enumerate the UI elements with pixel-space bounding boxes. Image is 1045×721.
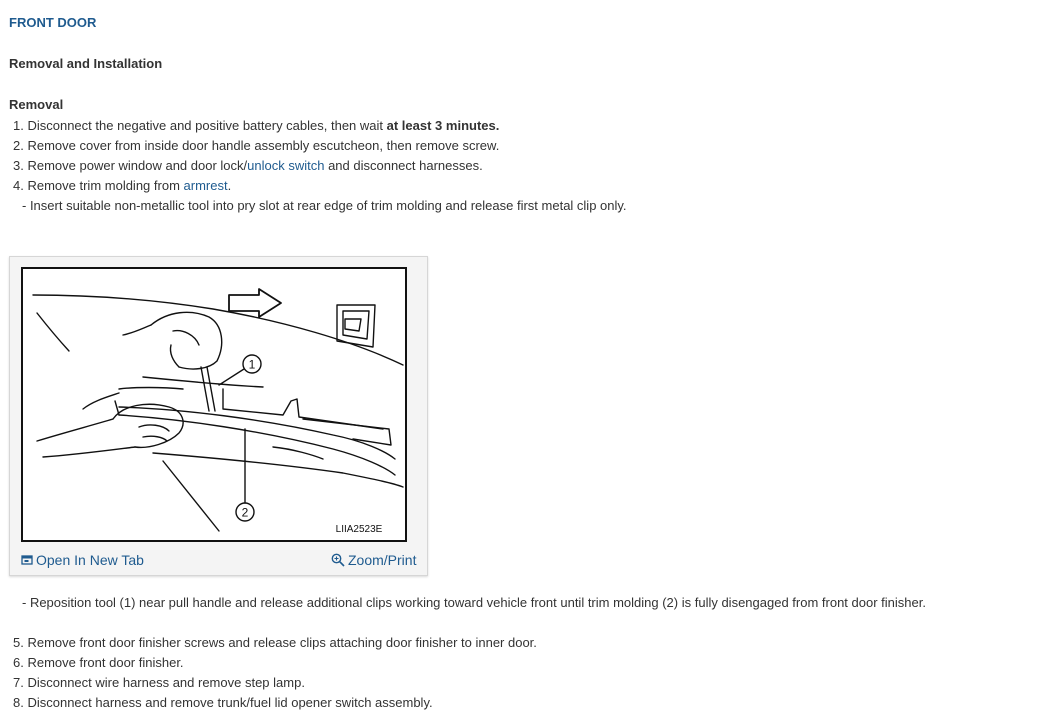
open-in-new-tab-link[interactable] [21,552,144,569]
step-number: 3. [13,158,24,173]
step-text: Remove trim molding from [27,178,184,193]
open-tab-icon [21,553,33,569]
sub-note-1: - Insert suitable non-metallic tool into pry slot at rear edge of trim molding and release first metal clip only. [22,198,627,213]
callout-1-label: 1 [248,357,256,372]
zoom-print-label: Zoom/Print [348,552,417,568]
open-in-new-tab-label: Open In New Tab [36,552,144,568]
step-text: Disconnect wire harness and remove step lamp. [27,675,305,690]
step-number: 2. [13,138,24,153]
step-text: Remove cover from inside door handle assembly escutcheon, then remove screw. [27,138,500,153]
step-emphasis: at least 3 minutes. [386,118,500,133]
step-text-tail: and disconnect harnesses. [324,158,483,173]
step-5 [13,635,537,651]
step-number: 1. [13,118,24,133]
step-number: 5. [13,635,24,650]
step-text: Remove power window and door lock/ [27,158,248,173]
zoom-icon [331,553,345,570]
step-text: Remove front door finisher screws and release clips attaching door finisher to inner door. [27,635,537,650]
step-number: 4. [13,178,24,193]
step-number: 8. [13,695,24,710]
section-heading: Removal and Installation [9,56,163,71]
step-8 [13,695,433,711]
illustration-frame [21,267,407,542]
step-2 [13,138,499,154]
trim-molding-removal-illustration [23,269,405,540]
step-number: 6. [13,655,24,670]
unlock-switch-link[interactable]: unlock switch [247,158,325,173]
step-text-tail: . [227,178,232,193]
armrest-link[interactable]: armrest [183,178,228,193]
subsection-heading: Removal [9,97,64,112]
sub-note-2: - Reposition tool (1) near pull handle and release additional clips working toward vehicle front until trim molding (2) is fully disengaged from front door finisher. [22,595,926,610]
step-6 [13,655,184,671]
figure-code: LIIA2523E [335,524,383,535]
step-4 [13,178,231,194]
step-7 [13,675,305,691]
zoom-print-link[interactable] [331,552,416,570]
figure-card [9,256,428,576]
step-number: 7. [13,675,24,690]
step-3 [13,158,483,174]
step-text: Disconnect the negative and positive battery cables, then wait [27,118,387,133]
figure-footer [10,547,427,571]
step-text: Disconnect harness and remove trunk/fuel lid opener switch assembly. [27,695,433,710]
page-title: FRONT DOOR [9,15,97,30]
callout-2-label: 2 [241,505,249,520]
step-text: Remove front door finisher. [27,655,184,670]
step-1 [13,118,499,134]
